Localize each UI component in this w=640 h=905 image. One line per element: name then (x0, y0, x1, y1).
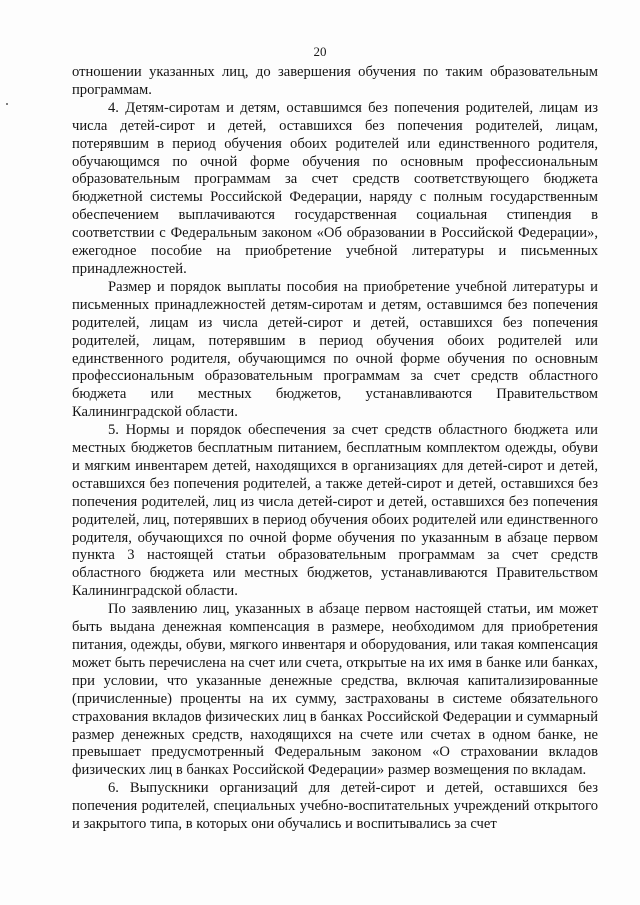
page-number: 20 (313, 44, 327, 59)
document-body (72, 64, 598, 834)
paragraph-continuation: отношении указанных лиц, до завершения обучения по таким образовательным программам. (72, 64, 598, 98)
paragraph-item-4: 4. Детям-сиротам и детям, оставшимся без попечения родителей, лицам из числа детей-сирот и детей, оставшихся без попечения родителей, лицам, потерявшим в период обучения обоих родителей или единственного родителя, обучающимся по очной форме обучения по основным профессиональным образовательным программам за счет средств соответствующего бюджета бюджетной системы Российской Федерации, наряду с полным государственным обеспечением выплачиваются государственная социальная стипендия в соответствии с Федеральным законом «Об образовании в Российской Федерации», ежегодное пособие на приобретение учебной литературы и письменных принадлежностей. (72, 99, 598, 277)
paragraph-item-6: 6. Выпускники организаций для детей-сирот и детей, оставшихся без попечения родителей, специальных учебно-воспитательных учреждений открытого и закрытого типа, в которых они обучались и воспитывались за счет (72, 780, 598, 833)
scan-artifact (6, 103, 8, 105)
paragraph-item-5: 5. Нормы и порядок обеспечения за счет средств областного бюджета или местных бюджетов бесплатным питанием, бесплатным комплектом одежды, обуви и мягким инвентарем детей, находящихся в организациях для детей-сирот и детей, оставшихся без попечения родителей, а также детей-сирот и детей, оставшихся без попечения родителей, лиц из числа детей-сирот и детей, оставшихся без попечения родителей, лиц, потерявших в период обучения обоих родителей или единственного родителя, обучающихся по очной форме обучения по указанным в абзаце первом пункта 3 настоящей статьи образовательным программам за счет средств областного бюджета или местных бюджетов, устанавливаются Правительством Калининградской области. (72, 422, 598, 600)
paragraph-item-5-compensation: По заявлению лиц, указанных в абзаце первом настоящей статьи, им может быть выдана денежная компенсация в размере, необходимом для приобретения питания, одежды, обуви, мягкого инвентаря и оборудования, или такая компенсация может быть перечислена на счет или счета, открытые на их имя в банке или банках, при условии, что указанные денежные средства, включая капитализированные (причисленные) проценты на их сумму, застрахованы в системе обязательного страхования вкладов физических лиц в банках Российской Федерации и суммарный размер денежных средств, находящихся на счете или счетах в одном банке, не превышает предусмотренный Федеральным законом «О страховании вкладов физических лиц в банках Российской Федерации» размер возмещения по вкладам. (72, 601, 598, 779)
paragraph-item-4-allowance: Размер и порядок выплаты пособия на приобретение учебной литературы и письменных принадлежностей детям-сиротам и детям, оставшимся без попечения родителей, лицам из числа детей-сирот и детей, оставшихся без попечения родителей, лицам, потерявшим в период обучения обоих родителей или единственного родителя, обучающимся по очной форме обучения по основным профессиональным образовательным программам за счет средств областного бюджета или местных бюджетов, устанавливаются Правительством Калининградской области. (72, 278, 598, 421)
